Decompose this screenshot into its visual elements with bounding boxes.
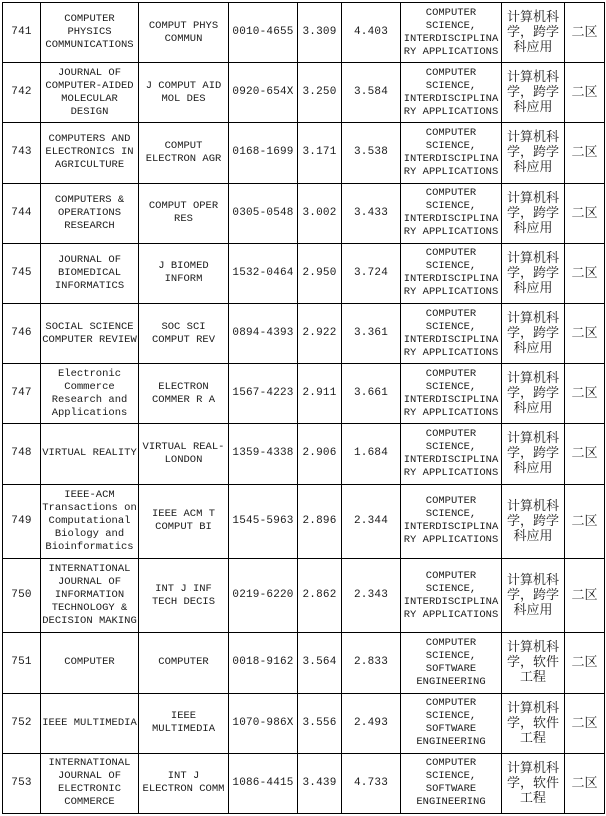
partition-zone-cell: 二区 bbox=[565, 364, 605, 424]
journal-name-cell: JOURNAL OF COMPUTER-AIDED MOLECULAR DESIGN bbox=[41, 63, 139, 123]
issn-cell: 0219-6220 bbox=[229, 558, 298, 632]
category-en-cell: COMPUTER SCIENCE, INTERDISCIPLINARY APPLICATIONS bbox=[401, 183, 502, 243]
journal-abbrev-cell: IEEE ACM T COMPUT BI bbox=[139, 484, 229, 558]
row-number-cell: 753 bbox=[3, 753, 41, 813]
journal-abbrev-cell: ELECTRON COMMER R A bbox=[139, 364, 229, 424]
category-cn-cell: 计算机科学，跨学科应用 bbox=[502, 3, 565, 63]
issn-cell: 1545-5963 bbox=[229, 484, 298, 558]
partition-zone-cell: 二区 bbox=[565, 693, 605, 753]
journal-name-cell: COMPUTERS & OPERATIONS RESEARCH bbox=[41, 183, 139, 243]
table-row bbox=[3, 364, 605, 424]
metric-b-cell: 4.403 bbox=[342, 3, 401, 63]
table-row bbox=[3, 3, 605, 63]
table-row bbox=[3, 633, 605, 693]
category-en-cell: COMPUTER SCIENCE, INTERDISCIPLINARY APPLICATIONS bbox=[401, 558, 502, 632]
metric-a-cell: 2.950 bbox=[298, 243, 342, 303]
journal-name-cell: IEEE-ACM Transactions on Computational Biology and Bioinformatics bbox=[41, 484, 139, 558]
category-cn-cell: 计算机科学，跨学科应用 bbox=[502, 558, 565, 632]
metric-b-cell: 2.493 bbox=[342, 693, 401, 753]
partition-zone-cell: 二区 bbox=[565, 303, 605, 363]
metric-a-cell: 3.309 bbox=[298, 3, 342, 63]
row-number-cell: 745 bbox=[3, 243, 41, 303]
table-row bbox=[3, 693, 605, 753]
journal-abbrev-cell: IEEE MULTIMEDIA bbox=[139, 693, 229, 753]
issn-cell: 0305-0548 bbox=[229, 183, 298, 243]
table-row bbox=[3, 753, 605, 813]
category-cn-cell: 计算机科学，跨学科应用 bbox=[502, 123, 565, 183]
journal-abbrev-cell: COMPUT OPER RES bbox=[139, 183, 229, 243]
issn-cell: 1567-4223 bbox=[229, 364, 298, 424]
metric-b-cell: 2.833 bbox=[342, 633, 401, 693]
row-number-cell: 751 bbox=[3, 633, 41, 693]
category-cn-cell: 计算机科学，跨学科应用 bbox=[502, 183, 565, 243]
row-number-cell: 746 bbox=[3, 303, 41, 363]
partition-zone-cell: 二区 bbox=[565, 183, 605, 243]
partition-zone-cell: 二区 bbox=[565, 123, 605, 183]
category-en-cell: COMPUTER SCIENCE, INTERDISCIPLINARY APPLICATIONS bbox=[401, 63, 502, 123]
row-number-cell: 744 bbox=[3, 183, 41, 243]
category-en-cell: COMPUTER SCIENCE, INTERDISCIPLINARY APPLICATIONS bbox=[401, 123, 502, 183]
table-row bbox=[3, 123, 605, 183]
journal-name-cell: JOURNAL OF BIOMEDICAL INFORMATICS bbox=[41, 243, 139, 303]
metric-a-cell: 3.250 bbox=[298, 63, 342, 123]
metric-a-cell: 3.171 bbox=[298, 123, 342, 183]
journal-abbrev-cell: COMPUT PHYS COMMUN bbox=[139, 3, 229, 63]
journal-abbrev-cell: COMPUTER bbox=[139, 633, 229, 693]
category-cn-cell: 计算机科学，软件工程 bbox=[502, 693, 565, 753]
partition-zone-cell: 二区 bbox=[565, 3, 605, 63]
journal-abbrev-cell: J COMPUT AID MOL DES bbox=[139, 63, 229, 123]
row-number-cell: 752 bbox=[3, 693, 41, 753]
journal-abbrev-cell: INT J INF TECH DECIS bbox=[139, 558, 229, 632]
row-number-cell: 748 bbox=[3, 424, 41, 484]
category-en-cell: COMPUTER SCIENCE, SOFTWARE ENGINEERING bbox=[401, 753, 502, 813]
category-en-cell: COMPUTER SCIENCE, INTERDISCIPLINARY APPLICATIONS bbox=[401, 3, 502, 63]
category-en-cell: COMPUTER SCIENCE, SOFTWARE ENGINEERING bbox=[401, 633, 502, 693]
partition-zone-cell: 二区 bbox=[565, 63, 605, 123]
metric-b-cell: 3.661 bbox=[342, 364, 401, 424]
table-row bbox=[3, 303, 605, 363]
journal-name-cell: VIRTUAL REALITY bbox=[41, 424, 139, 484]
issn-cell: 0010-4655 bbox=[229, 3, 298, 63]
issn-cell: 0018-9162 bbox=[229, 633, 298, 693]
metric-a-cell: 2.862 bbox=[298, 558, 342, 632]
metric-b-cell: 2.343 bbox=[342, 558, 401, 632]
row-number-cell: 749 bbox=[3, 484, 41, 558]
journal-name-cell: IEEE MULTIMEDIA bbox=[41, 693, 139, 753]
issn-cell: 0168-1699 bbox=[229, 123, 298, 183]
partition-zone-cell: 二区 bbox=[565, 753, 605, 813]
metric-b-cell: 3.724 bbox=[342, 243, 401, 303]
row-number-cell: 747 bbox=[3, 364, 41, 424]
issn-cell: 1070-986X bbox=[229, 693, 298, 753]
category-cn-cell: 计算机科学，软件工程 bbox=[502, 633, 565, 693]
metric-a-cell: 2.906 bbox=[298, 424, 342, 484]
category-cn-cell: 计算机科学，跨学科应用 bbox=[502, 243, 565, 303]
metric-a-cell: 3.564 bbox=[298, 633, 342, 693]
issn-cell: 1086-4415 bbox=[229, 753, 298, 813]
issn-cell: 0920-654X bbox=[229, 63, 298, 123]
partition-zone-cell: 二区 bbox=[565, 633, 605, 693]
metric-b-cell: 4.733 bbox=[342, 753, 401, 813]
issn-cell: 1532-0464 bbox=[229, 243, 298, 303]
metric-b-cell: 3.584 bbox=[342, 63, 401, 123]
journal-abbrev-cell: COMPUT ELECTRON AGR bbox=[139, 123, 229, 183]
category-cn-cell: 计算机科学，跨学科应用 bbox=[502, 364, 565, 424]
journal-abbrev-cell: VIRTUAL REAL-LONDON bbox=[139, 424, 229, 484]
category-en-cell: COMPUTER SCIENCE, INTERDISCIPLINARY APPLICATIONS bbox=[401, 243, 502, 303]
category-cn-cell: 计算机科学，跨学科应用 bbox=[502, 303, 565, 363]
table-row bbox=[3, 183, 605, 243]
partition-zone-cell: 二区 bbox=[565, 243, 605, 303]
journal-abbrev-cell: J BIOMED INFORM bbox=[139, 243, 229, 303]
metric-a-cell: 3.002 bbox=[298, 183, 342, 243]
category-en-cell: COMPUTER SCIENCE, INTERDISCIPLINARY APPLICATIONS bbox=[401, 484, 502, 558]
journal-name-cell: COMPUTER bbox=[41, 633, 139, 693]
partition-zone-cell: 二区 bbox=[565, 484, 605, 558]
journal-abbrev-cell: INT J ELECTRON COMM bbox=[139, 753, 229, 813]
row-number-cell: 741 bbox=[3, 3, 41, 63]
partition-zone-cell: 二区 bbox=[565, 558, 605, 632]
row-number-cell: 750 bbox=[3, 558, 41, 632]
issn-cell: 1359-4338 bbox=[229, 424, 298, 484]
category-cn-cell: 计算机科学，跨学科应用 bbox=[502, 484, 565, 558]
metric-b-cell: 2.344 bbox=[342, 484, 401, 558]
category-en-cell: COMPUTER SCIENCE, INTERDISCIPLINARY APPLICATIONS bbox=[401, 303, 502, 363]
metric-a-cell: 2.911 bbox=[298, 364, 342, 424]
category-en-cell: COMPUTER SCIENCE, INTERDISCIPLINARY APPLICATIONS bbox=[401, 364, 502, 424]
table-row bbox=[3, 243, 605, 303]
table-row bbox=[3, 484, 605, 558]
category-en-cell: COMPUTER SCIENCE, SOFTWARE ENGINEERING bbox=[401, 693, 502, 753]
journal-ranking-table bbox=[2, 2, 605, 814]
journal-name-cell: Electronic Commerce Research and Applications bbox=[41, 364, 139, 424]
table-row bbox=[3, 558, 605, 632]
journal-name-cell: INTERNATIONAL JOURNAL OF ELECTRONIC COMMERCE bbox=[41, 753, 139, 813]
table-row bbox=[3, 424, 605, 484]
metric-b-cell: 3.361 bbox=[342, 303, 401, 363]
metric-a-cell: 2.922 bbox=[298, 303, 342, 363]
category-en-cell: COMPUTER SCIENCE, INTERDISCIPLINARY APPLICATIONS bbox=[401, 424, 502, 484]
metric-a-cell: 2.896 bbox=[298, 484, 342, 558]
partition-zone-cell: 二区 bbox=[565, 424, 605, 484]
category-cn-cell: 计算机科学，软件工程 bbox=[502, 753, 565, 813]
metric-a-cell: 3.556 bbox=[298, 693, 342, 753]
journal-name-cell: INTERNATIONAL JOURNAL OF INFORMATION TECHNOLOGY & DECISION MAKING bbox=[41, 558, 139, 632]
metric-a-cell: 3.439 bbox=[298, 753, 342, 813]
journal-table-body bbox=[3, 3, 605, 814]
metric-b-cell: 3.538 bbox=[342, 123, 401, 183]
journal-name-cell: SOCIAL SCIENCE COMPUTER REVIEW bbox=[41, 303, 139, 363]
metric-b-cell: 1.684 bbox=[342, 424, 401, 484]
journal-name-cell: COMPUTERS AND ELECTRONICS IN AGRICULTURE bbox=[41, 123, 139, 183]
journal-abbrev-cell: SOC SCI COMPUT REV bbox=[139, 303, 229, 363]
row-number-cell: 743 bbox=[3, 123, 41, 183]
issn-cell: 0894-4393 bbox=[229, 303, 298, 363]
row-number-cell: 742 bbox=[3, 63, 41, 123]
category-cn-cell: 计算机科学，跨学科应用 bbox=[502, 424, 565, 484]
table-row bbox=[3, 63, 605, 123]
category-cn-cell: 计算机科学，跨学科应用 bbox=[502, 63, 565, 123]
metric-b-cell: 3.433 bbox=[342, 183, 401, 243]
journal-name-cell: COMPUTER PHYSICS COMMUNICATIONS bbox=[41, 3, 139, 63]
